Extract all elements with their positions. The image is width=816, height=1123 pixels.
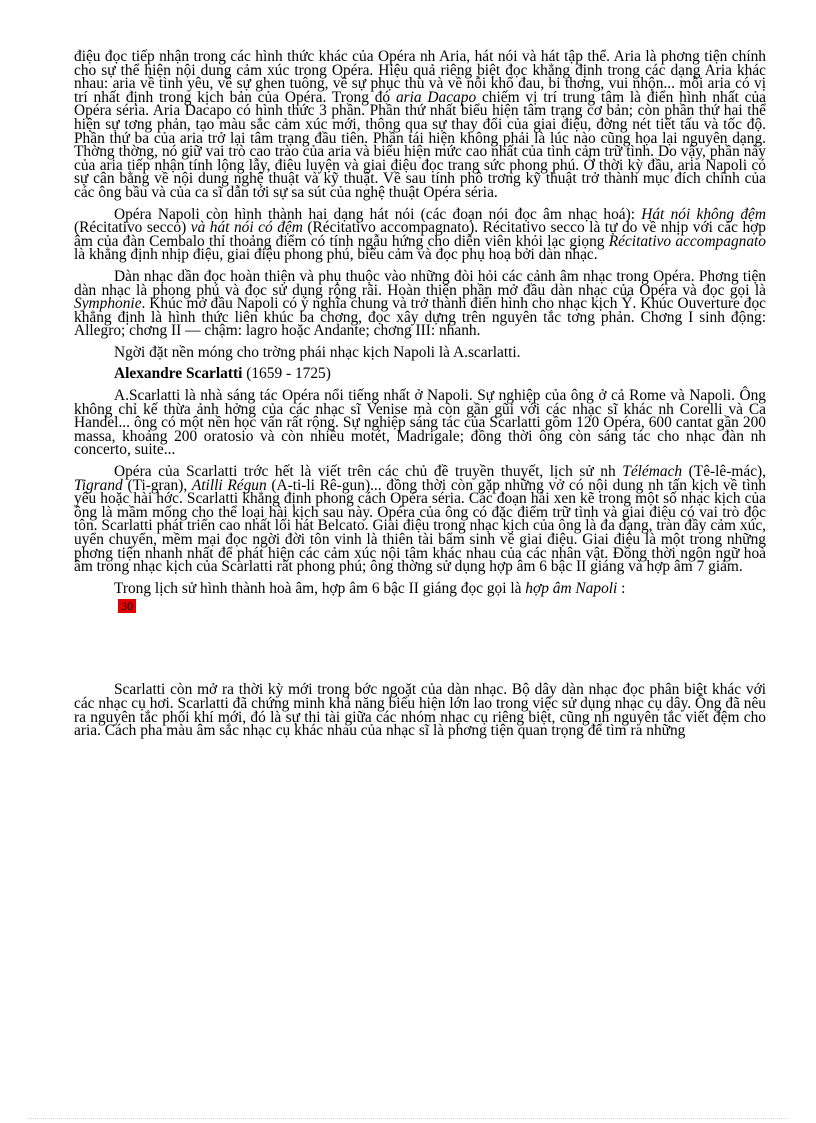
text-run: chiếm vị trí trung tâm là điển hình nhất của Opéra séria. Aria Dacapo có hình thức 3 phần. Phần thứ nhất biểu hiện tâm trạng cơ bản; còn phần thứ hai thể hiện sự tơng phản, tạo màu sắc cảm xúc mới, thông qua sự thay đổi của giai điệu, đờng nét tiết tấu và tốc độ. Phần thứ ba của aria trở lại tâm trạng đầu tiên. Phần tái hiện không phải là lúc nào cũng họa lại nguyên dạng. Thờng thờng, nó giữ vai trò cao trào của aria và biểu hiện mức cao nhất của tình cảm trữ tình. Do vậy, phần này của aria tiếp nhận tính lộng lẫy, điêu luyện và giai điệu đọc trang sức phong phú. Ở thời kỳ đầu, aria Napoli có sự cân bằng về nội dung nghệ thuật và kỹ thuật. Về sau tính phô trơng kỹ thuật trở thành mục đích chính của các ông bầu và của ca sĩ dẫn tới sự sa sút của nghệ thuật Opéra séria.	[74, 88, 766, 201]
heading-name: Alexandre Scarlatti	[114, 365, 243, 383]
paragraph-recitativo	[74, 205, 767, 264]
term-hat-noi-khong-dem: Hát nói không đệm	[641, 205, 766, 223]
text-run: . Khúc mở đầu Napoli có ý nghĩa chung và trở thành điển hình cho nhạc kịch Ý. Khúc Ouverture đọc khẳng định là hình thức liên khúc ba chơng, đọc xây dựng trên nguyên tắc tơng phản. Chơng I sinh động: Allegro; chơng II — chậm: lagro hoặc Andante; chơng III: nhanh.	[74, 295, 766, 340]
paragraph-scarlatti-opera	[74, 465, 766, 574]
term-hat-noi-co-dem: và hát nói có đệm	[190, 219, 303, 237]
paragraph-founder: Ngời đặt nền móng cho trờng phái nhạc kịch Napoli là A.scarlatti.	[114, 343, 521, 361]
text-run: (A-ti-li Rê-gun)... đồng thời còn gặp những vở có nội dung nh tấn kịch về tình yêu hoặc hài hớc. Scarlatti khẳng định phong cách Opéra séria. Các đoạn hài xen kẽ trong một số nhạc kịch của ông là mầm mống cho thể loại hài kịch sau này. Opéra của ông có đặc điểm trữ tình và giai điệu có vai trò độc tôn. Scarlatti phát triển cao nhất lối hát Belcato. Giai điệu trong nhạc kịch của ông là đa dạng, tràn đầy cảm xúc, uyển chuyển, mềm mại đọc ngời đời tôn vinh là thiên tài bẩm sinh về giai điệu. Giai điệu là một trong những phơng tiện nhanh nhất để phát hiện các cảm xúc nội tâm khác nhau của các nhân vật. Đồng thời ngôn ngữ hoà âm trong nhạc kịch của Scarlatti rất phong phú; ông thờng sử dụng hợp âm 6 bậc II giáng và hợp âm 7 giảm.	[74, 476, 766, 576]
paragraph-orchestra	[74, 267, 766, 340]
blank-figure-area	[74, 615, 766, 677]
document-page	[74, 50, 766, 746]
text-run: là khẳng định nhịp điệu, giai điệu phong phú, biểu cảm và đọc phụ hoạ bởi dàn nhạc.	[74, 246, 598, 264]
term-symphonie: Symphonie	[74, 295, 142, 313]
text-run: điệu đọc tiếp nhận trong các hình thức khác của Opéra nh Aria, hát nói và hát tập thể. Aria là phơng tiện chính cho sự thể hiện nội dung cảm xúc trong Opéra. Hiệu quả riêng biệt đọc khẳng định trong các dạng Aria khác nhau: aria về tình yêu, về sự ghen tuông, về sự phục thù và về nỗi khổ đau, bi thơng, vui nhộn... mỗi aria có vị trí nhất định trong kịch bản của Opéra. Trong đó	[74, 48, 766, 106]
title-tigrand: Tigrand	[74, 476, 123, 494]
text-run: (Récitativo secco)	[74, 219, 191, 237]
term-recitativo-accompagnato: Récitativo accompagnato	[608, 232, 767, 250]
text-run: (Récitativo accompagnato). Récitativo secco là tự do về nhịp với các hợp âm của đàn Cembalo thỉ thoảng điểm có tính ngẫu hứng cho diễn viên khỏi lạc giọng	[74, 219, 766, 250]
text-run: (Ti-gran),	[122, 476, 192, 494]
text-run: Dàn nhạc dần đọc hoàn thiện và phụ thuộc vào những đòi hỏi các cảnh âm nhạc trong Opéra. Phơng tiện dàn nhạc là phong phú và đọc sử dụng rộng rãi. Hoàn thiện phần mở đầu dàn nhạc của Opéra và đọc gọi là	[74, 267, 766, 299]
heading-years: (1659 - 1725)	[242, 365, 331, 383]
paragraph-strings: Scarlatti còn mở ra thời kỳ mới trong bớc ngoặt của dàn nhạc. Bộ dây dàn nhạc đọc phân biệt khác với các nhạc cụ hơi. Scarlatti đã chứng minh khả năng biểu hiện lớn lao trong việc sử dụng nhạc cụ dây. Ông đã nêu ra nguyên tắc phối khí mới, đó là sự thi tài giữa các nhóm nhạc cụ riêng biệt, cũng nh nguyên tắc viết đệm cho aria. Cách pha màu âm sắc nhạc cụ khác nhau của nhạc sĩ là phơng tiện quan trọng để tìm ra những	[74, 681, 766, 740]
page-number-row	[74, 597, 766, 615]
paragraph-aria	[74, 50, 766, 200]
section-heading	[74, 367, 766, 381]
text-run: Opéra của Scarlatti trớc hết là viết trên các chủ đề truyền thuyết, lịch sử nh	[114, 463, 623, 481]
term-hop-am-napoli: hợp âm Napoli	[525, 579, 618, 597]
text-run: (Tê-lê-mác),	[682, 463, 766, 481]
footer-divider	[28, 1118, 788, 1119]
title-telemach: Télémach	[622, 463, 683, 481]
text-run: Opéra Napoli còn hình thành hai dạng hát nói (các đoạn nói đọc âm nhạc hoá):	[114, 205, 642, 223]
title-atilli-regun: Atilli Régun	[191, 476, 267, 494]
paragraph-napoli-chord	[74, 579, 766, 597]
text-run: :	[617, 579, 626, 597]
page-number-badge: 30	[118, 599, 136, 613]
paragraph-scarlatti-career: A.Scarlatti là nhà sáng tác Opéra nổi tiếng nhất ở Napoli. Sự nghiệp của ông ở cả Rome và Napoli. Ông không chỉ kế thừa ảnh hởng của các nhạc sĩ Venise mà còn gần gũi với các nhạc sĩ khác nh Corelli và Ca Handel... ông có một nền học vấn rất rộng. Sự nghiệp sáng tác của Scarlatti gồm 120 Opéra, 600 cantat gần 200 massa, khoảng 200 oratosio và còn nhiều motét, Madrigale; đồng thời ông còn sáng tác cho nhạc đàn nh concerto, suite...	[74, 387, 766, 459]
text-run: Trong lịch sử hình thành hoà âm, hợp âm 6 bậc II giáng đọc gọi là	[114, 579, 526, 597]
term-aria-dacapo: aria Dacapo	[395, 88, 477, 106]
